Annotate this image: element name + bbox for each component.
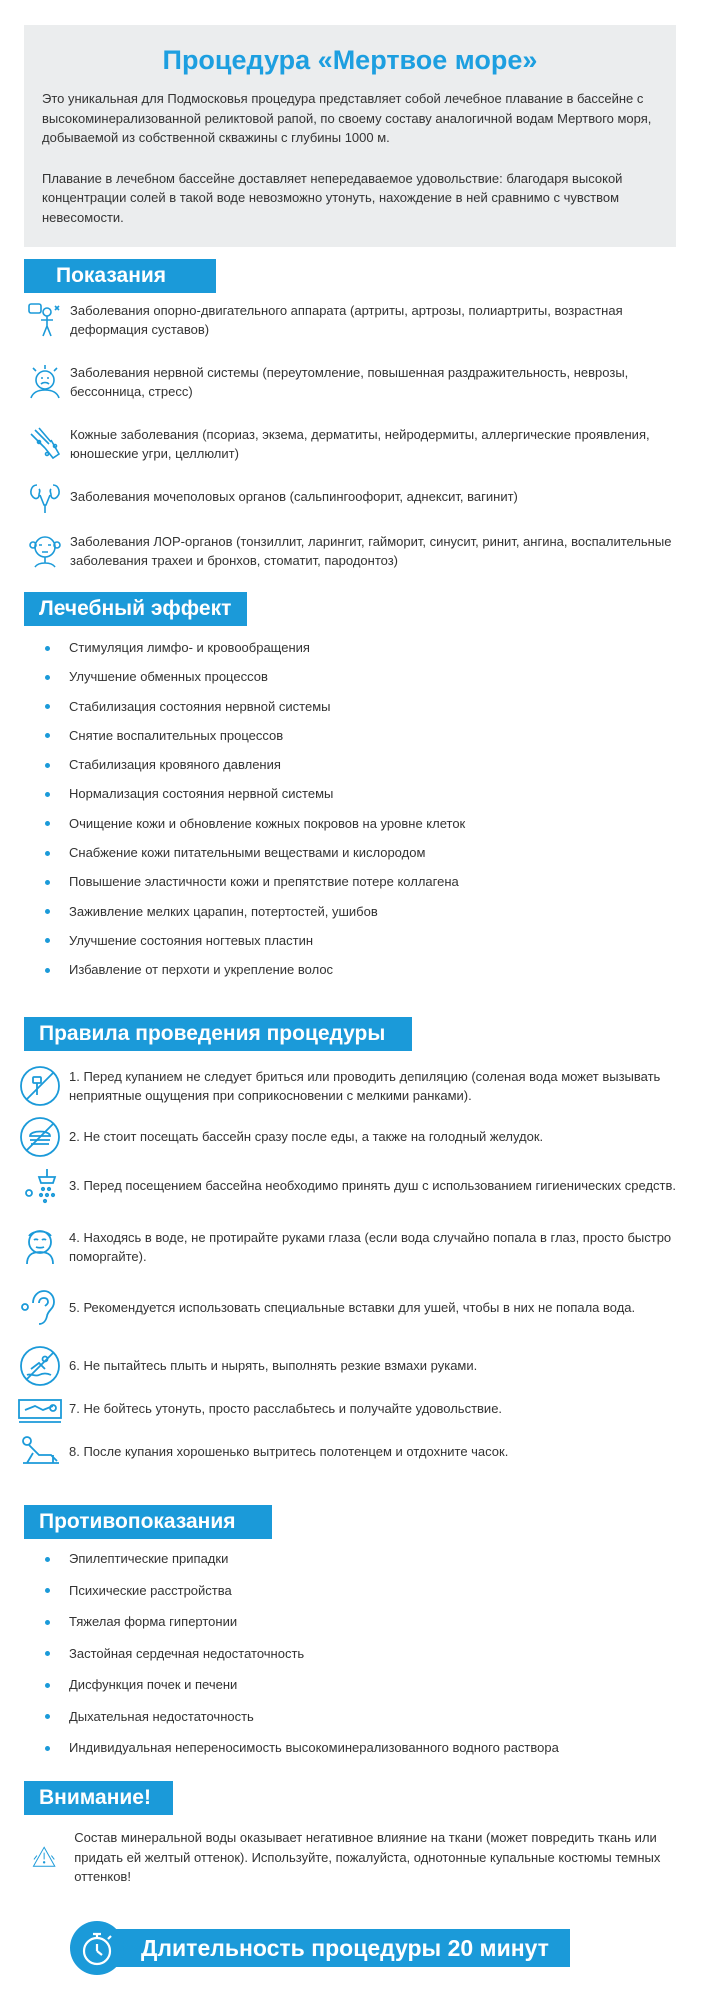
- duration-bar: [96, 1929, 570, 1967]
- duration-banner: [70, 1921, 570, 1975]
- indication-text: Заболевания опорно-двигательного аппарата (артриты, артрозы, полиартриты, возрастная деформация суставов): [70, 302, 623, 337]
- list-item: Улучшение обменных процессов: [42, 669, 465, 684]
- rule-item: [17, 1163, 677, 1209]
- contra-heading: Противопоказания: [24, 1505, 272, 1539]
- indication-text: Заболевания нервной системы (переутомление, повышенная раздражительность, неврозы, бессонница, стресс): [70, 364, 629, 399]
- page-title: Процедура «Мертвое море»: [162, 45, 538, 75]
- list-item: Очищение кожи и обновление кожных покровов на уровне клеток: [42, 816, 465, 831]
- list-item: Снятие воспалительных процессов: [42, 728, 465, 743]
- rule-text: 1. Перед купанием не следует бриться или проводить депиляцию (соленая вода может вызывать неприятные ощущения при соприкосновении с мелкими ранками).: [69, 1068, 661, 1103]
- list-item: Заживление мелких царапин, потертостей, ушибов: [42, 904, 465, 919]
- rule-text: 5. Рекомендуется использовать специальные вставки для ушей, чтобы в них не попала вода.: [69, 1300, 636, 1316]
- indications-heading: Показания: [24, 259, 216, 293]
- warning-icon: [32, 1834, 56, 1880]
- rule-item: [17, 1343, 677, 1389]
- ent-icon: [25, 531, 65, 571]
- list-item: Стабилизация кровяного давления: [42, 757, 465, 772]
- attention-heading: Внимание!: [24, 1781, 173, 1815]
- rule-item: [17, 1285, 677, 1331]
- intro-panel: [24, 25, 676, 247]
- effect-list: [42, 640, 465, 992]
- list-item: Избавление от перхоти и укрепление волос: [42, 962, 465, 977]
- indication-item: [25, 477, 675, 517]
- rest-icon: [17, 1429, 63, 1475]
- indication-text: Кожные заболевания (псориаз, экзема, дерматиты, нейродермиты, аллергические проявления, юношеские угри, целлюлит): [70, 426, 650, 461]
- no-razor-icon: [17, 1063, 63, 1109]
- indication-text: Заболевания ЛОР-органов (тонзиллит, ларингит, гайморит, синусит, ринит, ангина, воспалительные заболевания трахеи и бронхов, стоматит, пародонтоз): [70, 533, 672, 568]
- indication-item: [25, 362, 675, 402]
- joints-icon: [25, 300, 65, 340]
- eyes-icon: [17, 1224, 63, 1270]
- duration-text: Длительность процедуры 20 минут: [141, 1935, 549, 1961]
- rule-text: 4. Находясь в воде, не протирайте руками глаза (если вода случайно попала в глаз, просто быстро поморгайте).: [69, 1229, 672, 1264]
- rule-item: [17, 1386, 677, 1432]
- list-item: Дыхательная недостаточность: [42, 1709, 559, 1724]
- indication-item: [25, 531, 675, 571]
- nervous-face-icon: [25, 362, 65, 402]
- rule-text: 2. Не стоит посещать бассейн сразу после еды, а также на голодный желудок.: [69, 1129, 544, 1145]
- no-swim-icon: [17, 1343, 63, 1389]
- contra-list: [42, 1551, 559, 1772]
- no-food-icon: [17, 1114, 63, 1160]
- intro-paragraph-1: Это уникальная для Подмосковья процедура представляет собой лечебное плавание в бассейне с высокоминерализованной реликтовой рапой, по своему составу аналогичной водам Мертвого моря, добываемой из собственной скважины с глубины 1000 м.: [42, 91, 652, 145]
- list-item: Эпилептические припадки: [42, 1551, 559, 1566]
- attention-block: [32, 1828, 672, 1887]
- list-item: Стабилизация состояния нервной системы: [42, 699, 465, 714]
- rule-text: 8. После купания хорошенько вытритесь полотенцем и отдохните часок.: [69, 1444, 509, 1460]
- ear-icon: [17, 1285, 63, 1331]
- list-item: Индивидуальная непереносимость высокоминерализованного водного раствора: [42, 1740, 559, 1755]
- effect-heading: Лечебный эффект: [24, 592, 247, 626]
- list-item: Психические расстройства: [42, 1583, 559, 1598]
- rule-text: 7. Не бойтесь утонуть, просто расслабьтесь и получайте удовольствие.: [69, 1401, 503, 1417]
- list-item: Улучшение состояния ногтевых пластин: [42, 933, 465, 948]
- list-item: Снабжение кожи питательными веществами и кислородом: [42, 845, 465, 860]
- list-item: Нормализация состояния нервной системы: [42, 786, 465, 801]
- kidneys-icon: [25, 477, 65, 517]
- rule-text: 6. Не пытайтесь плыть и нырять, выполнять резкие взмахи руками.: [69, 1358, 478, 1374]
- list-item: Застойная сердечная недостаточность: [42, 1646, 559, 1661]
- rule-item: [17, 1114, 677, 1160]
- indication-item: [25, 300, 675, 340]
- list-item: Тяжелая форма гипертонии: [42, 1614, 559, 1629]
- stopwatch-badge: [70, 1921, 124, 1975]
- list-item: Стимуляция лимфо- и кровообращения: [42, 640, 465, 655]
- indication-item: [25, 424, 675, 464]
- floating-icon: [17, 1386, 63, 1432]
- skin-hand-icon: [25, 424, 65, 464]
- intro-paragraph-2: Плавание в лечебном бассейне доставляет непередаваемое удовольствие: благодаря высокой концентрации солей в такой воде невозможно утонуть, нахождение в ней сравнимо с чувством невесомости.: [42, 170, 623, 225]
- rule-item: [17, 1224, 677, 1270]
- rule-item: [17, 1063, 677, 1109]
- shower-icon: [17, 1163, 63, 1209]
- stopwatch-icon: [70, 1921, 124, 1975]
- indication-text: Заболевания мочеполовых органов (сальпингоофорит, аднексит, вагинит): [70, 489, 518, 505]
- attention-text: Состав минеральной воды оказывает негативное влияние на ткани (может повредить ткань или придать ей желтый оттенок). Используйте, пожалуйста, однотонные купальные костюмы темных оттенков!: [74, 1830, 661, 1884]
- list-item: Повышение эластичности кожи и препятствие потере коллагена: [42, 874, 465, 889]
- rule-text: 3. Перед посещением бассейна необходимо принять душ с использованием гигиенических средств.: [69, 1178, 677, 1194]
- list-item: Дисфункция почек и печени: [42, 1677, 559, 1692]
- rules-heading: Правила проведения процедуры: [24, 1017, 412, 1051]
- rule-item: [17, 1429, 677, 1475]
